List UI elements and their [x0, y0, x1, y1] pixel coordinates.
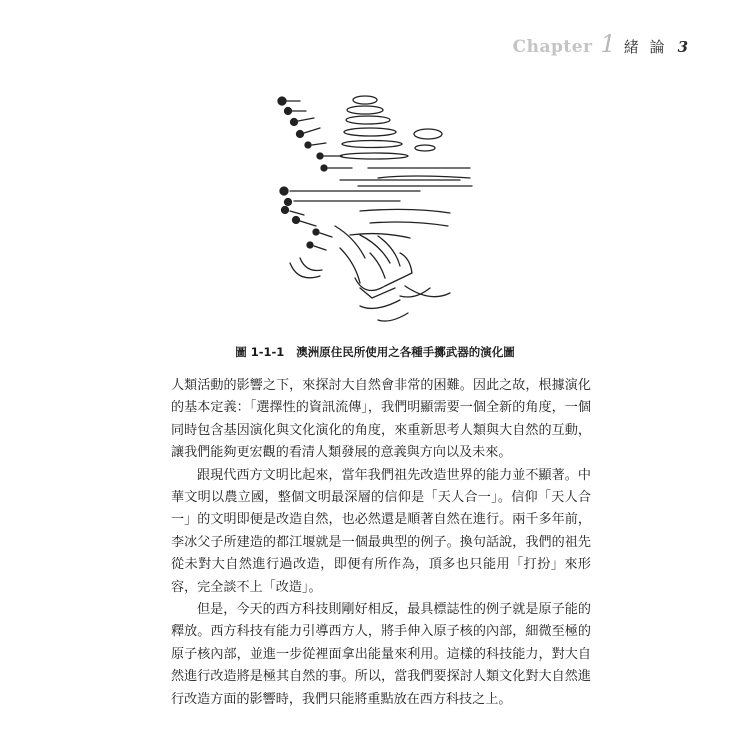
chapter-label: Chapter: [512, 37, 593, 57]
figure-number: 圖 1-1-1: [235, 345, 285, 359]
weapon-evolution-illustration: [260, 88, 480, 333]
paragraph: 人類活動的影響之下，來探討大自然會非常的困難。因此之故，根據演化的基本定義：「選擇性的資訊流傳」，我們明顯需要一個全新的角度，一個同時包含基因演化與文化演化的角度，來重新思考人類與大自然的互動，讓我們能夠更宏觀的看清人類發展的意義與方向以及未來。: [171, 378, 591, 461]
weapon-evolution-figure: [260, 88, 480, 333]
throwing-stick-series: [340, 96, 472, 238]
body-text: [171, 375, 591, 711]
page-number: 3: [677, 38, 688, 56]
paragraph: 但是，今天的西方科技則剛好相反，最具標誌性的例子就是原子能的釋放。西方科技有能力引導西方人，將手伸入原子核的內部，細微至極的原子核內部，並進一步從裡面拿出能量來利用。這樣的科技能力，對大自然進行改造將是極其自然的事。所以，當我們要探討人類文化對大自然進行改造方面的影響時，我們只能將重點放在西方科技之上。: [171, 602, 591, 707]
running-header: [513, 30, 688, 58]
figure-caption-text: 澳洲原住民所使用之各種手擲武器的演化圖: [296, 345, 515, 359]
figure-caption: [0, 344, 750, 360]
boomerang-series: [290, 226, 450, 321]
chapter-number: 1: [600, 30, 616, 58]
chapter-title: 緒 論: [623, 38, 668, 56]
paragraph: 跟現代西方文明比起來，當年我們祖先改造世界的能力並不顯著。中華文明以農立國，整個文明最深層的信仰是「天人合一」。信仰「天人合一」的文明即便是改造自然，也必然還是順著自然在進行。兩千多年前，李冰父子所建造的都江堰就是一個最典型的例子。換句話說，我們的祖先從未對大自然進行過改造，即便有所作為，頂多也只能用「打扮」來形容，完全談不上「改造」。: [171, 467, 591, 595]
club-series: [278, 97, 420, 250]
